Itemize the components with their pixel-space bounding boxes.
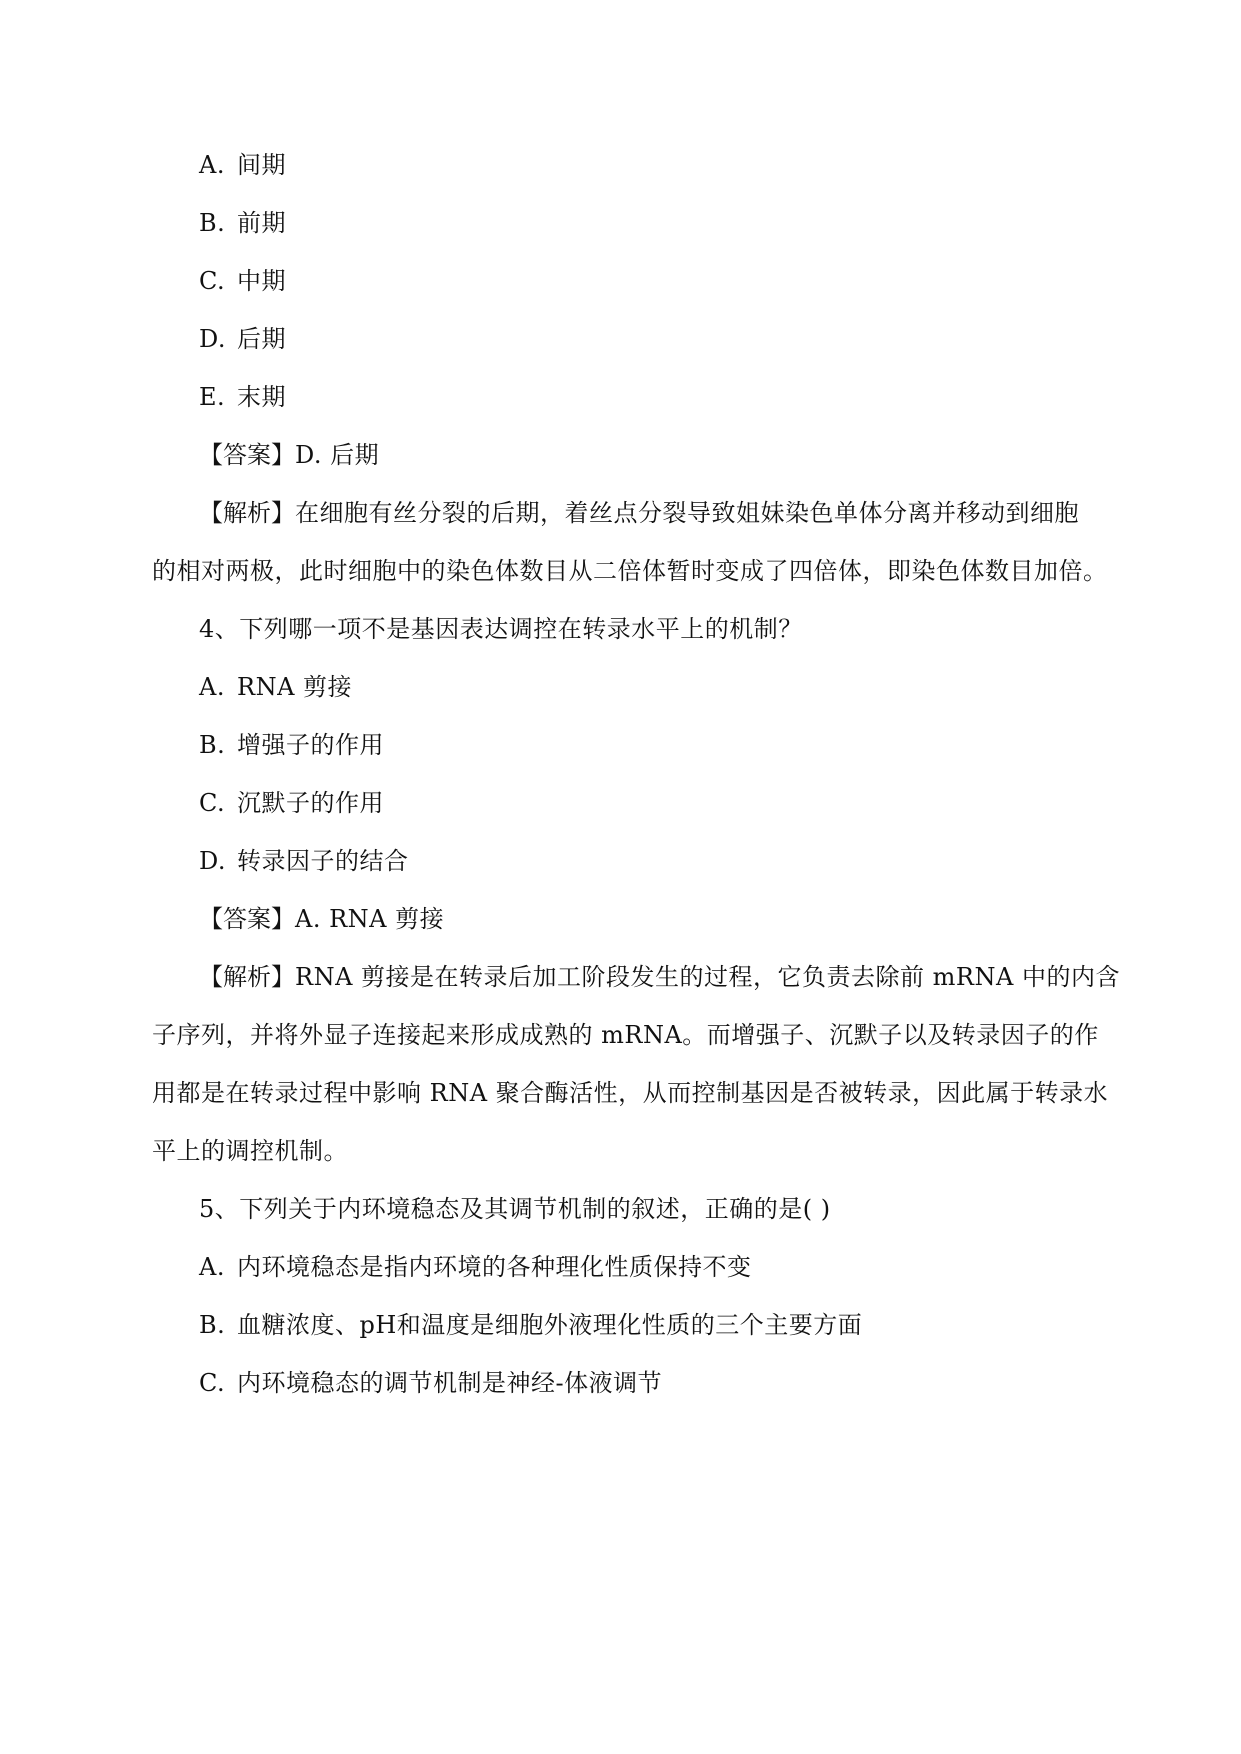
analysis-text: 在细胞有丝分裂的后期，着丝点分裂导致姐妹染色单体分离并移动到细胞: [295, 499, 1079, 527]
q4-option-d: [199, 845, 409, 877]
option-letter: B.: [199, 1311, 226, 1339]
q3-answer: [199, 439, 379, 471]
q4-stem: 4、下列哪一项不是基因表达调控在转录水平上的机制？: [199, 615, 803, 643]
option-letter: E.: [199, 383, 226, 411]
option-text: RNA 剪接: [237, 673, 353, 701]
q4-analysis-line-4: 平上的调控机制。: [152, 1137, 348, 1165]
analysis-text: RNA 剪接是在转录后加工阶段发生的过程，它负责去除前 mRNA 中的内含: [295, 963, 1120, 991]
option-text: 血糖浓度、pH和温度是细胞外液理化性质的三个主要方面: [237, 1311, 863, 1339]
option-text: 内环境稳态是指内环境的各种理化性质保持不变: [237, 1253, 752, 1281]
option-text: 沉默子的作用: [237, 789, 384, 817]
option-text: 后期: [237, 325, 286, 353]
analysis-label: 【解析】: [199, 963, 295, 991]
q3-option-a: [199, 149, 286, 181]
q4-option-c: [199, 787, 384, 819]
q5-option-b: [199, 1309, 862, 1341]
answer-label: 【答案】: [199, 905, 295, 933]
q3-analysis-line-1: [199, 497, 1079, 529]
option-letter: C.: [199, 789, 226, 817]
option-text: 增强子的作用: [237, 731, 384, 759]
option-letter: A.: [199, 151, 225, 179]
option-letter: C.: [199, 1369, 226, 1397]
q4-option-a: [199, 671, 352, 703]
q4-analysis-line-2: 子序列，并将外显子连接起来形成成熟的 mRNA。而增强子、沉默子以及转录因子的作: [152, 1021, 1099, 1049]
option-text: 转录因子的结合: [237, 847, 409, 875]
option-letter: D.: [199, 325, 227, 353]
option-letter: A.: [199, 673, 225, 701]
q3-option-e: [199, 381, 286, 413]
q3-analysis-line-2: 的相对两极，此时细胞中的染色体数目从二倍体暂时变成了四倍体，即染色体数目加倍。: [152, 557, 1108, 585]
q3-option-d: [199, 323, 286, 355]
option-text: 前期: [237, 209, 286, 237]
option-letter: B.: [199, 731, 226, 759]
q4-analysis-line-3: 用都是在转录过程中影响 RNA 聚合酶活性，从而控制基因是否被转录，因此属于转录水: [152, 1079, 1109, 1107]
option-text: 内环境稳态的调节机制是神经-体液调节: [237, 1369, 663, 1397]
q3-option-c: [199, 265, 286, 297]
option-letter: D.: [199, 847, 227, 875]
q4-option-b: [199, 729, 384, 761]
option-text: 间期: [237, 151, 286, 179]
analysis-label: 【解析】: [199, 499, 295, 527]
q4-analysis-line-1: [199, 961, 1120, 993]
option-letter: A.: [199, 1253, 225, 1281]
q3-option-b: [199, 207, 286, 239]
answer-label: 【答案】: [199, 441, 295, 469]
answer-text: D. 后期: [295, 441, 380, 469]
option-letter: C.: [199, 267, 226, 295]
option-text: 中期: [237, 267, 286, 295]
option-text: 末期: [237, 383, 286, 411]
q5-option-c: [199, 1367, 662, 1399]
q4-answer: [199, 903, 444, 935]
q5-option-a: [199, 1251, 752, 1283]
q5-stem: 5、下列关于内环境稳态及其调节机制的叙述，正确的是( ): [199, 1195, 831, 1223]
option-letter: B.: [199, 209, 226, 237]
answer-text: A. RNA 剪接: [295, 905, 445, 933]
